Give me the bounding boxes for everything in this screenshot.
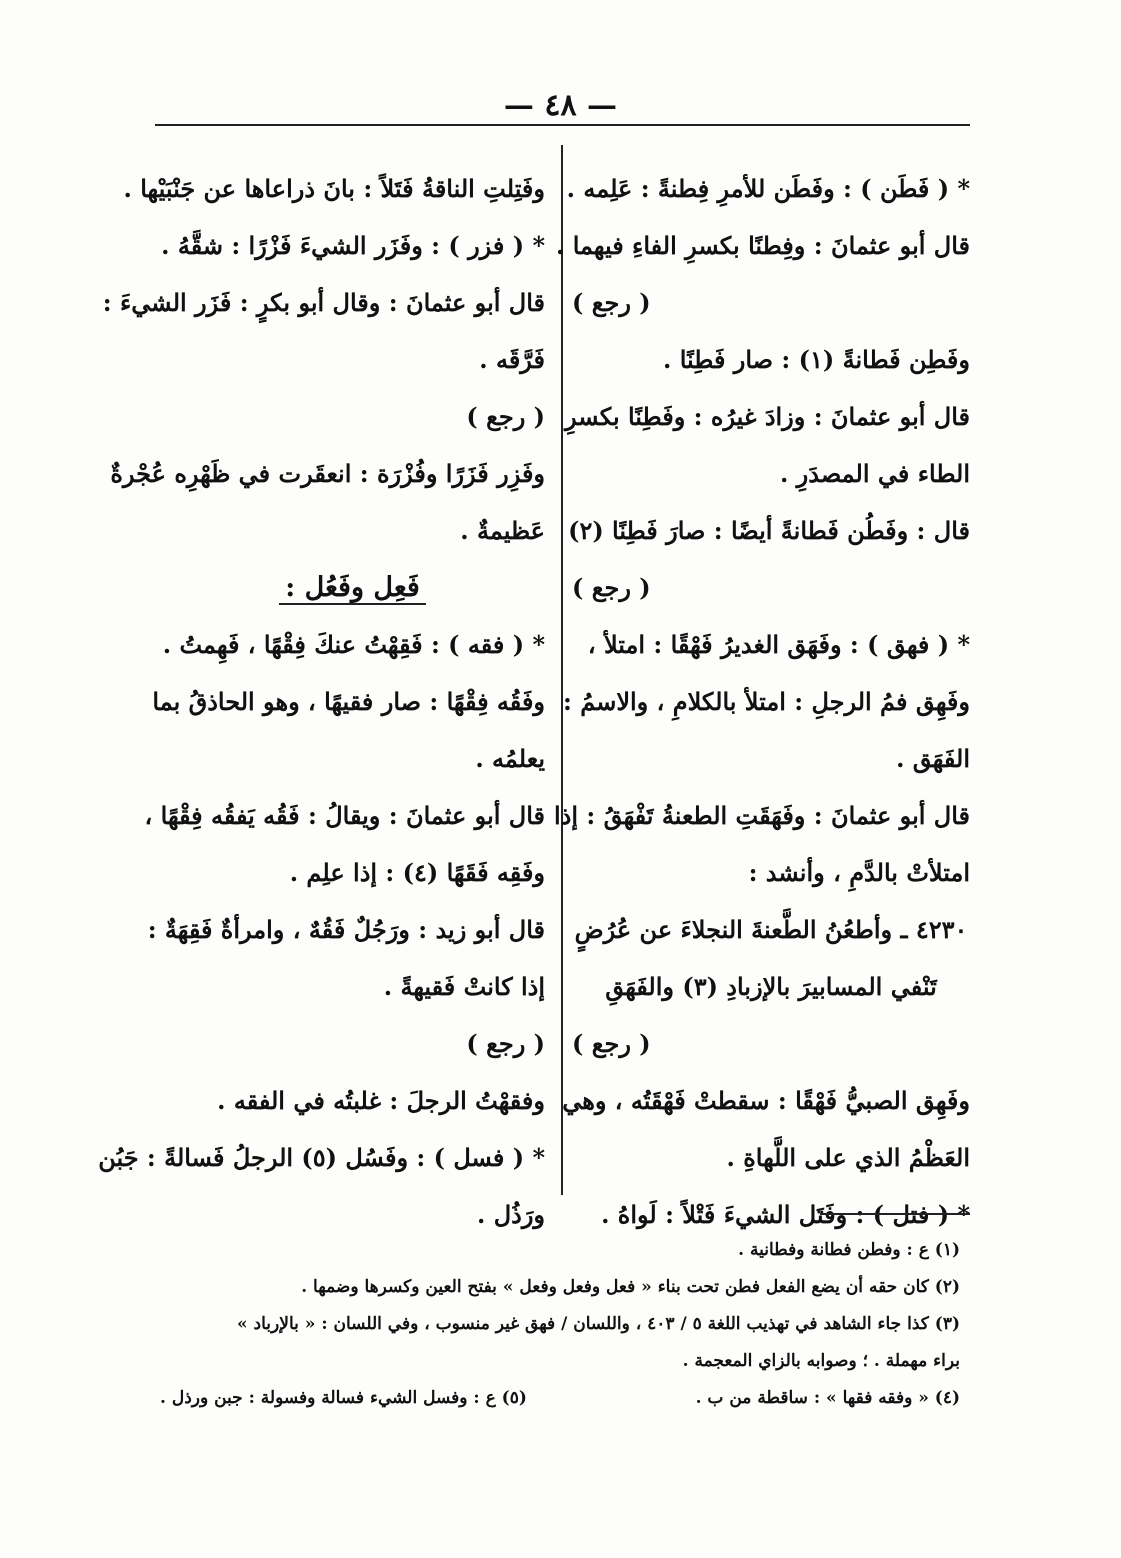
entry-fatal-heading: * ( فتل ) : وفَتَل الشيءَ فَتْلاً : لَواهُ . [601,1200,970,1229]
entry-fasal-heading: * ( فسل ) : وفَسُل (٥) الرجلُ فَسالةً : جَبُن [98,1143,545,1172]
entry-fatan-heading: * ( فَطَن ) : وفَطَن للأمرِ فِطنةً : عَلِمه . [566,174,970,203]
text-line: وفَهِق فمُ الرجلِ : امتلأ بالكلامِ ، والاسمُ : [563,687,970,716]
text-line: فَرَّقَه . [479,345,545,374]
text-line: يعلمُه . [475,744,545,773]
rajaa-marker: ( رجع ) [466,402,545,431]
verse-line: ٤٢٣٠ ـ وأطعُنُ الطَّعنةَ النجلاءَ عن عُرُضٍ [574,915,968,944]
text-line: قال أبو عثمانَ : وفَهَقَتِ الطعنةُ تَفْهَقُ : إذا [553,801,970,830]
text-line: وفَهِق الصبيُّ فَهْقًا : سقطتْ فَهْقَتُه ، وهي [562,1086,970,1115]
text-line: عَظيمةٌ . [460,516,545,545]
text-line: العَظْمُ الذي على اللَّهاةِ . [726,1143,970,1172]
rajaa-marker: ( رجع ) [466,1029,545,1058]
rajaa-marker: ( رجع ) [572,288,651,317]
text-line: قال أبو زيد : ورَجُلٌ فَقُهٌ ، وامرأةٌ فَقِهَةٌ : [147,915,545,944]
footnote-4: (٤) « وفقه فقها » : ساقطة من ب . [695,1388,960,1408]
text-line: قال أبو عثمانَ : ويقالُ : فَقُه يَفقُه فِقْهًا ، [144,801,545,830]
section-heading [160,559,545,616]
verse-line: تَنْفي المسابيرَ بالإزبادِ (٣) والفَهَقِ [605,972,937,1001]
text-line: وفَزِر فَزَرًا وفُزْرَة : انعقَرت في ظَهْرِه عُجْرةٌ [110,459,545,488]
text-line: قال أبو عثمانَ : وزادَ غيرُه : وفَطِنًا بكسرِ [565,402,970,431]
left-column [98,160,545,1243]
text-line: امتلأتْ بالدَّمِ ، وأنشد : [748,858,970,887]
text-line: قال أبو عثمانَ : وقال أبو بكرٍ : فَزَر الشيءَ : [102,288,545,317]
rajaa-marker: ( رجع ) [572,573,651,602]
page-number: — ٤٨ — [503,88,618,123]
entry-fazar-heading: * ( فزر ) : وفَزَر الشيءَ فَزْرًا : شقَّهُ . [161,231,545,260]
right-column [553,160,970,1243]
footnote-1: (١) ع : وفطن فطانة وفطانية . [738,1240,960,1260]
text-line: الطاء في المصدَرِ . [779,459,970,488]
footnote-3-continued: براء مهملة . ؛ وصوابه بالزاي المعجمة . [682,1351,960,1371]
text-line: إذا كانتْ فَقيهةً . [383,972,545,1001]
text-line: وفقهْتُ الرجلَ : غلبتُه في الفقه . [217,1086,545,1115]
section-heading-text: فَعِل وفَعُل : [279,572,426,605]
text-line: قال أبو عثمانَ : وفِطنًا بكسرِ الفاءِ فيهما . [556,231,970,260]
footnote-rule [820,1213,970,1215]
footnote-5: (٥) ع : وفسل الشيء فسالة وفسولة : جبن ورذل . [160,1388,527,1408]
footnote-row [160,1380,960,1417]
header-rule [155,124,970,126]
text-line: وفَتِلتِ الناقةُ فَتَلاً : بانَ ذراعاها عن جَنْبَيْها . [123,174,545,203]
text-line: وفَقُه فِقْهًا : صار فقيهًا ، وهو الحاذقُ بما [152,687,545,716]
footnote-2: (٢) كان حقه أن يضع الفعل فطن تحت بناء « فعل وفعل وفعل » بفتح العين وكسرها وضمها . [301,1277,960,1297]
text-line: وفَطِن فَطانةً (١) : صار فَطِنًا . [663,345,970,374]
entry-faqih-heading: * ( فقه ) : فَقِهْتُ عنكَ فِقْهًا ، فَهِمتُ . [162,630,545,659]
column-divider [561,145,563,1195]
text-line: وفَقِه فَقَهًا (٤) : إذا علِم . [289,858,545,887]
footnote-3: (٣) كذا جاء الشاهد في تهذيب اللغة ٥ / ٤٠٣ ، واللسان / فهق غير منسوب ، وفي اللسان : « بالإرباد » [237,1314,960,1334]
text-line: الفَهَق . [896,744,970,773]
entry-fahaq-heading: * ( فهق ) : وفَهَق الغديرُ فَهْقًا : امتلأ ، [587,630,970,659]
rajaa-marker: ( رجع ) [572,1029,651,1058]
text-line: ورَذُل . [476,1200,545,1229]
text-line: قال : وفَطُن فَطانةً أيضًا : صارَ فَطِنًا (٢) [568,516,970,545]
footnotes [160,1232,960,1417]
